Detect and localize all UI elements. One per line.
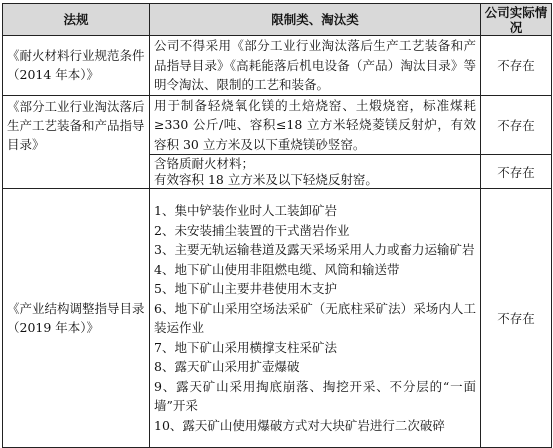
restriction-line: 含铬质耐火材料；	[154, 156, 255, 171]
restriction-line: 5、地下矿山主要井巷使用木支护	[154, 281, 337, 296]
restriction-line: 2、未安装捕尘装置的干式凿岩作业	[154, 222, 350, 238]
table-row	[3, 95, 552, 155]
restriction-cell	[150, 95, 481, 155]
restriction-line: 4、地下矿山使用非阻燃电缆、风筒和输送带	[154, 261, 400, 277]
header-status: 公司实际情况	[481, 4, 552, 36]
restriction-line: 8、露天矿山采用扩壶爆破	[154, 359, 300, 374]
header-regulation: 法规	[3, 4, 150, 36]
restriction-line: 7、地下矿山采用横撑支柱采矿法	[154, 339, 337, 355]
regulation-table	[2, 3, 552, 448]
restriction-line: 1、集中铲装作业时人工装卸矿岩	[154, 203, 337, 218]
table-row	[3, 189, 552, 448]
regulation-cell: 《部分工业行业淘汰落后生产工艺装备和产品指导目录》	[3, 95, 150, 189]
regulation-cell: 《耐火材料行业规范条件（2014 年本）》	[3, 36, 150, 96]
status-cell: 不存在	[481, 189, 552, 448]
restriction-line: 3、主要无轨运输巷道及露天采场采用人力或畜力运输矿岩	[154, 242, 475, 257]
restriction-cell	[150, 155, 481, 189]
table-row	[3, 36, 552, 96]
restriction-line: 公司不得采用《部分工业行业淘汰落后生产工艺装备和产品指导目录》《高耗能落后机电设备（产品）淘汰目录》等明令淘汰、限制的工艺和装备。	[154, 38, 476, 92]
table-header-row	[3, 4, 552, 36]
regulation-cell: 《产业结构调整指导目录（2019 年本）》	[3, 189, 150, 448]
restriction-line: 6、地下矿山采用空场法采矿（无底柱采矿法）采场内人工装运作业	[154, 300, 476, 335]
restriction-line: 用于制备轻烧氧化镁的土焙烧窑、土煅烧窑，标准煤耗≥330 公斤/吨、容积≤18 立方米轻烧菱镁反射炉，有效容积 30 立方米及以下重烧镁砂竖窑。	[154, 97, 476, 152]
restriction-cell	[150, 36, 481, 96]
header-restriction: 限制类、淘汰类	[150, 4, 481, 36]
restriction-line: 9、露天矿山采用掏底崩落、掏挖开采、不分层的“一面墙”开采	[154, 378, 476, 413]
restriction-line: 有效容积 18 立方米及以下轻烧反射窑。	[154, 171, 378, 187]
status-cell: 不存在	[481, 36, 552, 96]
restriction-line: 10、露天矿山使用爆破方式对大块矿岩进行二次破碎	[154, 417, 445, 433]
restriction-cell	[150, 189, 481, 448]
status-cell: 不存在	[481, 95, 552, 155]
status-cell: 不存在	[481, 155, 552, 189]
